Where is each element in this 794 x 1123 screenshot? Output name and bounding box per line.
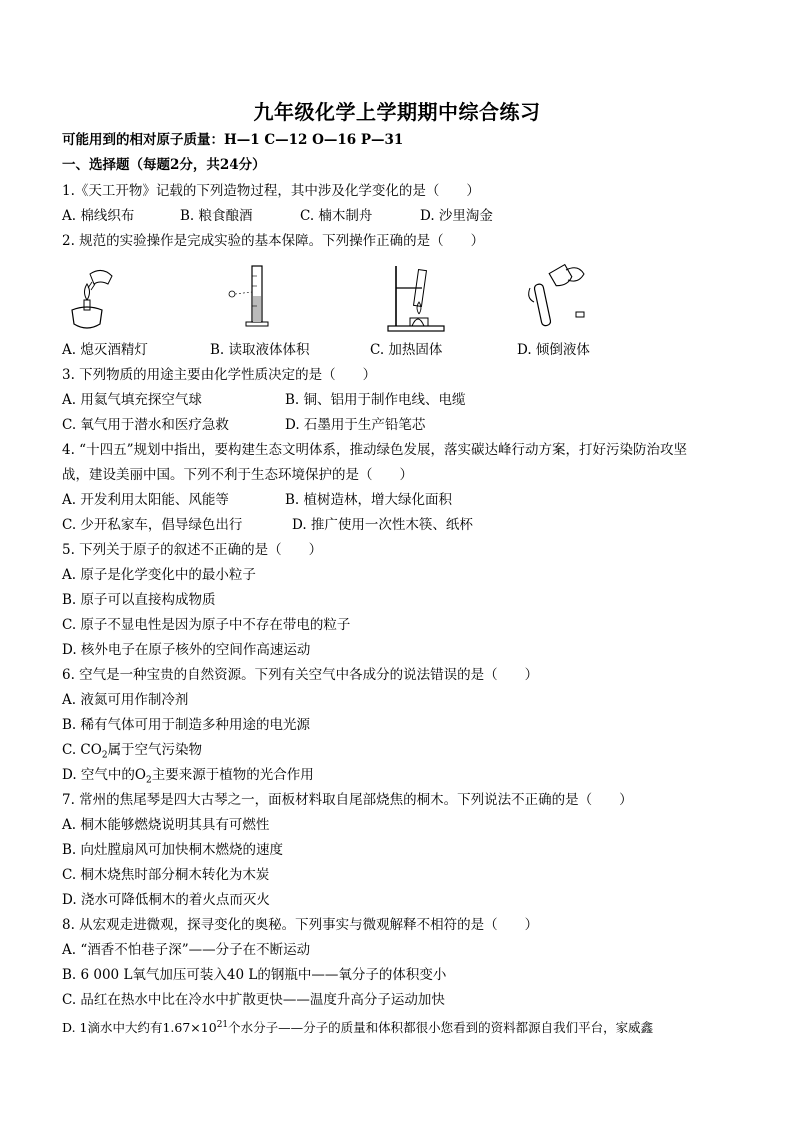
q3-option-d: D. 石墨用于生产铅笔芯 xyxy=(285,417,426,433)
question-4-stem-line1: 4. “十四五”规划中指出，要构建生态文明体系，推动绿色发展，落实碳达峰行动方案，打好污染防治攻坚 xyxy=(62,442,687,458)
q4-option-b: B. 植树造林，增大绿化面积 xyxy=(285,492,453,508)
q8-option-b: B. 6 000 L氧气加压可装入40 L的钢瓶中——氧分子的体积变小 xyxy=(62,967,447,983)
q6-option-b: B. 稀有气体可用于制造多种用途的电光源 xyxy=(62,717,311,733)
q6-option-d: D. 空气中的$O_2$主要来源于植物的光合作用 xyxy=(62,767,314,786)
q3-option-c: C. 氧气用于潜水和医疗急救 xyxy=(62,417,229,433)
q2-option-d: D. 倾倒液体 xyxy=(517,342,590,358)
question-3-stem: 3. 下列物质的用途主要由化学性质决定的是（ ） xyxy=(62,367,377,383)
q8-option-c: C. 品红在热水中比在冷水中扩散更快——温度升高分子运动加快 xyxy=(62,992,445,1008)
page-title: 九年级化学上学期期中综合练习 xyxy=(253,100,541,124)
q1-option-d: D. 沙里淘金 xyxy=(420,208,493,224)
q1-option-a: A. 棉线织布 xyxy=(62,208,135,224)
q8-option-d: D. 1滴水中大约有$1.67\times 10^{21}$个水分子——分子的质量和体积都很小您看到的资料都源自我们平台，家威鑫 xyxy=(62,1020,654,1036)
section-heading: 一、选择题（每题2分，共24分） xyxy=(62,157,266,173)
q7-option-c: C. 桐木烧焦时部分桐木转化为木炭 xyxy=(62,867,270,883)
atomic-mass-note: 可能用到的相对原子质量：H—1 C—12 O—16 P—31 xyxy=(62,132,404,148)
q6-option-c: C. $CO_2$属于空气污染物 xyxy=(62,742,203,761)
q2-option-a: A. 熄灭酒精灯 xyxy=(62,342,148,358)
q5-option-b: B. 原子可以直接构成物质 xyxy=(62,592,216,608)
question-7-stem: 7. 常州的焦尾琴是四大古琴之一，面板材料取自尾部烧焦的桐木。下列说法不正确的是（ ） xyxy=(62,792,633,808)
question-2-stem: 2. 规范的实验操作是完成实验的基本保障。下列操作正确的是（ ） xyxy=(62,233,485,249)
question-4-stem-line2: 战，建设美丽中国。下列不利于生态环境保护的是（ ） xyxy=(62,467,413,483)
q5-option-a: A. 原子是化学变化中的最小粒子 xyxy=(62,567,256,583)
question-1-stem: 1.《天工开物》记载的下列造物过程，其中涉及化学变化的是（ ） xyxy=(62,183,480,199)
q7-option-a: A. 桐木能够燃烧说明其具有可燃性 xyxy=(62,817,270,833)
q4-option-d: D. 推广使用一次性木筷、纸杯 xyxy=(292,517,473,533)
q4-option-c: C. 少开私家车，倡导绿色出行 xyxy=(62,517,243,533)
q2-option-c: C. 加热固体 xyxy=(370,342,443,358)
graduated-cylinder-figure xyxy=(222,262,292,332)
experiment-figures xyxy=(62,262,742,334)
question-8-stem: 8. 从宏观走进微观，探寻变化的奥秘。下列事实与微观解释不相符的是（ ） xyxy=(62,917,539,933)
q3-option-b: B. 铜、铝用于制作电线、电缆 xyxy=(285,392,466,408)
q1-option-b: B. 粮食酿酒 xyxy=(180,208,253,224)
heating-solid-figure xyxy=(382,262,452,334)
q1-option-c: C. 楠木制舟 xyxy=(300,208,373,224)
question-5-stem: 5. 下列关于原子的叙述不正确的是（ ） xyxy=(62,542,323,558)
q5-option-d: D. 核外电子在原子核外的空间作高速运动 xyxy=(62,642,311,658)
q5-option-c: C. 原子不显电性是因为原子中不存在带电的粒子 xyxy=(62,617,351,633)
q6-option-a: A. 液氮可用作制冷剂 xyxy=(62,692,189,708)
pouring-liquid-figure xyxy=(522,262,592,332)
q7-option-d: D. 浇水可降低桐木的着火点而灭火 xyxy=(62,892,270,908)
q8-option-a: A. “酒香不怕巷子深”——分子在不断运动 xyxy=(62,942,311,958)
q3-option-a: A. 用氦气填充探空气球 xyxy=(62,392,202,408)
q7-option-b: B. 向灶膛扇风可加快桐木燃烧的速度 xyxy=(62,842,284,858)
q4-option-a: A. 开发利用太阳能、风能等 xyxy=(62,492,229,508)
question-6-stem: 6. 空气是一种宝贵的自然资源。下列有关空气中各成分的说法错误的是（ ） xyxy=(62,667,539,683)
q2-option-b: B. 读取液体体积 xyxy=(210,342,310,358)
alcohol-lamp-blow-figure xyxy=(62,262,132,332)
